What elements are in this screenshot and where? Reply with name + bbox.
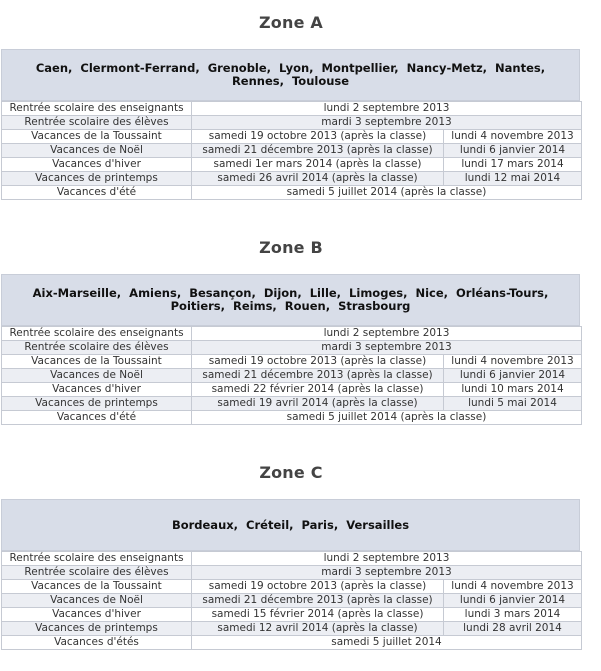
row-start-date: samedi 12 avril 2014 (après la classe) xyxy=(192,622,444,636)
table-row xyxy=(2,580,582,594)
row-label: Vacances de la Toussaint xyxy=(2,580,192,594)
row-start-date: samedi 21 décembre 2013 (après la classe) xyxy=(192,594,444,608)
row-start-date: samedi 1er mars 2014 (après la classe) xyxy=(192,158,444,172)
table-row xyxy=(2,102,582,116)
table-row xyxy=(2,144,582,158)
row-date: mardi 3 septembre 2013 xyxy=(192,341,582,355)
row-start-date: samedi 22 février 2014 (après la classe) xyxy=(192,383,444,397)
zone-b-calendar-table xyxy=(1,326,582,425)
zone-a-title: Zone A xyxy=(259,13,323,32)
zone-a-calendar-table xyxy=(1,101,582,200)
table-row xyxy=(2,383,582,397)
row-date: lundi 2 septembre 2013 xyxy=(192,102,582,116)
zone-c-cities: Bordeaux, Créteil, Paris, Versailles xyxy=(1,499,580,551)
row-date: lundi 2 septembre 2013 xyxy=(192,327,582,341)
row-label: Vacances de printemps xyxy=(2,622,192,636)
table-row xyxy=(2,369,582,383)
row-label: Vacances d'hiver xyxy=(2,608,192,622)
table-row xyxy=(2,566,582,580)
row-end-date: lundi 6 janvier 2014 xyxy=(444,144,582,158)
row-label: Rentrée scolaire des élèves xyxy=(2,116,192,130)
row-end-date: lundi 4 novembre 2013 xyxy=(444,130,582,144)
table-row xyxy=(2,341,582,355)
row-end-date: lundi 3 mars 2014 xyxy=(444,608,582,622)
row-label: Vacances de Noël xyxy=(2,369,192,383)
row-label: Rentrée scolaire des élèves xyxy=(2,341,192,355)
row-date: mardi 3 septembre 2013 xyxy=(192,566,582,580)
row-label: Vacances de printemps xyxy=(2,397,192,411)
row-label: Rentrée scolaire des élèves xyxy=(2,566,192,580)
zone-a-cities: Caen, Clermont-Ferrand, Grenoble, Lyon, Montpellier, Nancy-Metz, Nantes, Rennes, Toulouse xyxy=(1,49,580,101)
row-end-date: lundi 5 mai 2014 xyxy=(444,397,582,411)
row-end-date: lundi 6 janvier 2014 xyxy=(444,594,582,608)
zone-b-title: Zone B xyxy=(259,238,323,257)
row-label: Rentrée scolaire des enseignants xyxy=(2,552,192,566)
table-row xyxy=(2,411,582,425)
row-label: Rentrée scolaire des enseignants xyxy=(2,327,192,341)
table-row xyxy=(2,186,582,200)
row-label: Rentrée scolaire des enseignants xyxy=(2,102,192,116)
row-date: samedi 5 juillet 2014 (après la classe) xyxy=(192,186,582,200)
row-end-date: lundi 10 mars 2014 xyxy=(444,383,582,397)
row-label: Vacances de la Toussaint xyxy=(2,130,192,144)
row-label: Vacances d'hiver xyxy=(2,158,192,172)
zone-c-title: Zone C xyxy=(259,463,323,482)
row-label: Vacances de la Toussaint xyxy=(2,355,192,369)
table-row xyxy=(2,622,582,636)
row-label: Vacances d'été xyxy=(2,411,192,425)
row-label: Vacances d'hiver xyxy=(2,383,192,397)
row-start-date: samedi 19 octobre 2013 (après la classe) xyxy=(192,580,444,594)
row-label: Vacances de printemps xyxy=(2,172,192,186)
zone-c-calendar-table xyxy=(1,551,582,650)
row-start-date: samedi 15 février 2014 (après la classe) xyxy=(192,608,444,622)
row-start-date: samedi 26 avril 2014 (après la classe) xyxy=(192,172,444,186)
row-start-date: samedi 21 décembre 2013 (après la classe) xyxy=(192,144,444,158)
row-end-date: lundi 4 novembre 2013 xyxy=(444,580,582,594)
row-start-date: samedi 21 décembre 2013 (après la classe) xyxy=(192,369,444,383)
table-row xyxy=(2,608,582,622)
row-end-date: lundi 4 novembre 2013 xyxy=(444,355,582,369)
table-row xyxy=(2,552,582,566)
row-label: Vacances de Noël xyxy=(2,594,192,608)
row-end-date: lundi 28 avril 2014 xyxy=(444,622,582,636)
table-row xyxy=(2,116,582,130)
table-row xyxy=(2,594,582,608)
row-date: samedi 5 juillet 2014 (après la classe) xyxy=(192,411,582,425)
table-row xyxy=(2,636,582,650)
zone-b-cities: Aix-Marseille, Amiens, Besançon, Dijon, Lille, Limoges, Nice, Orléans-Tours, Poitiers, Reims, Rouen, Strasbourg xyxy=(1,274,580,326)
row-label: Vacances d'étés xyxy=(2,636,192,650)
table-row xyxy=(2,327,582,341)
row-date: lundi 2 septembre 2013 xyxy=(192,552,582,566)
row-end-date: lundi 12 mai 2014 xyxy=(444,172,582,186)
table-row xyxy=(2,397,582,411)
table-row xyxy=(2,355,582,369)
row-label: Vacances d'été xyxy=(2,186,192,200)
table-row xyxy=(2,130,582,144)
table-row xyxy=(2,158,582,172)
table-row xyxy=(2,172,582,186)
row-start-date: samedi 19 octobre 2013 (après la classe) xyxy=(192,355,444,369)
row-start-date: samedi 19 avril 2014 (après la classe) xyxy=(192,397,444,411)
row-start-date: samedi 19 octobre 2013 (après la classe) xyxy=(192,130,444,144)
row-label: Vacances de Noël xyxy=(2,144,192,158)
row-date: samedi 5 juillet 2014 xyxy=(192,636,582,650)
row-end-date: lundi 17 mars 2014 xyxy=(444,158,582,172)
row-date: mardi 3 septembre 2013 xyxy=(192,116,582,130)
row-end-date: lundi 6 janvier 2014 xyxy=(444,369,582,383)
